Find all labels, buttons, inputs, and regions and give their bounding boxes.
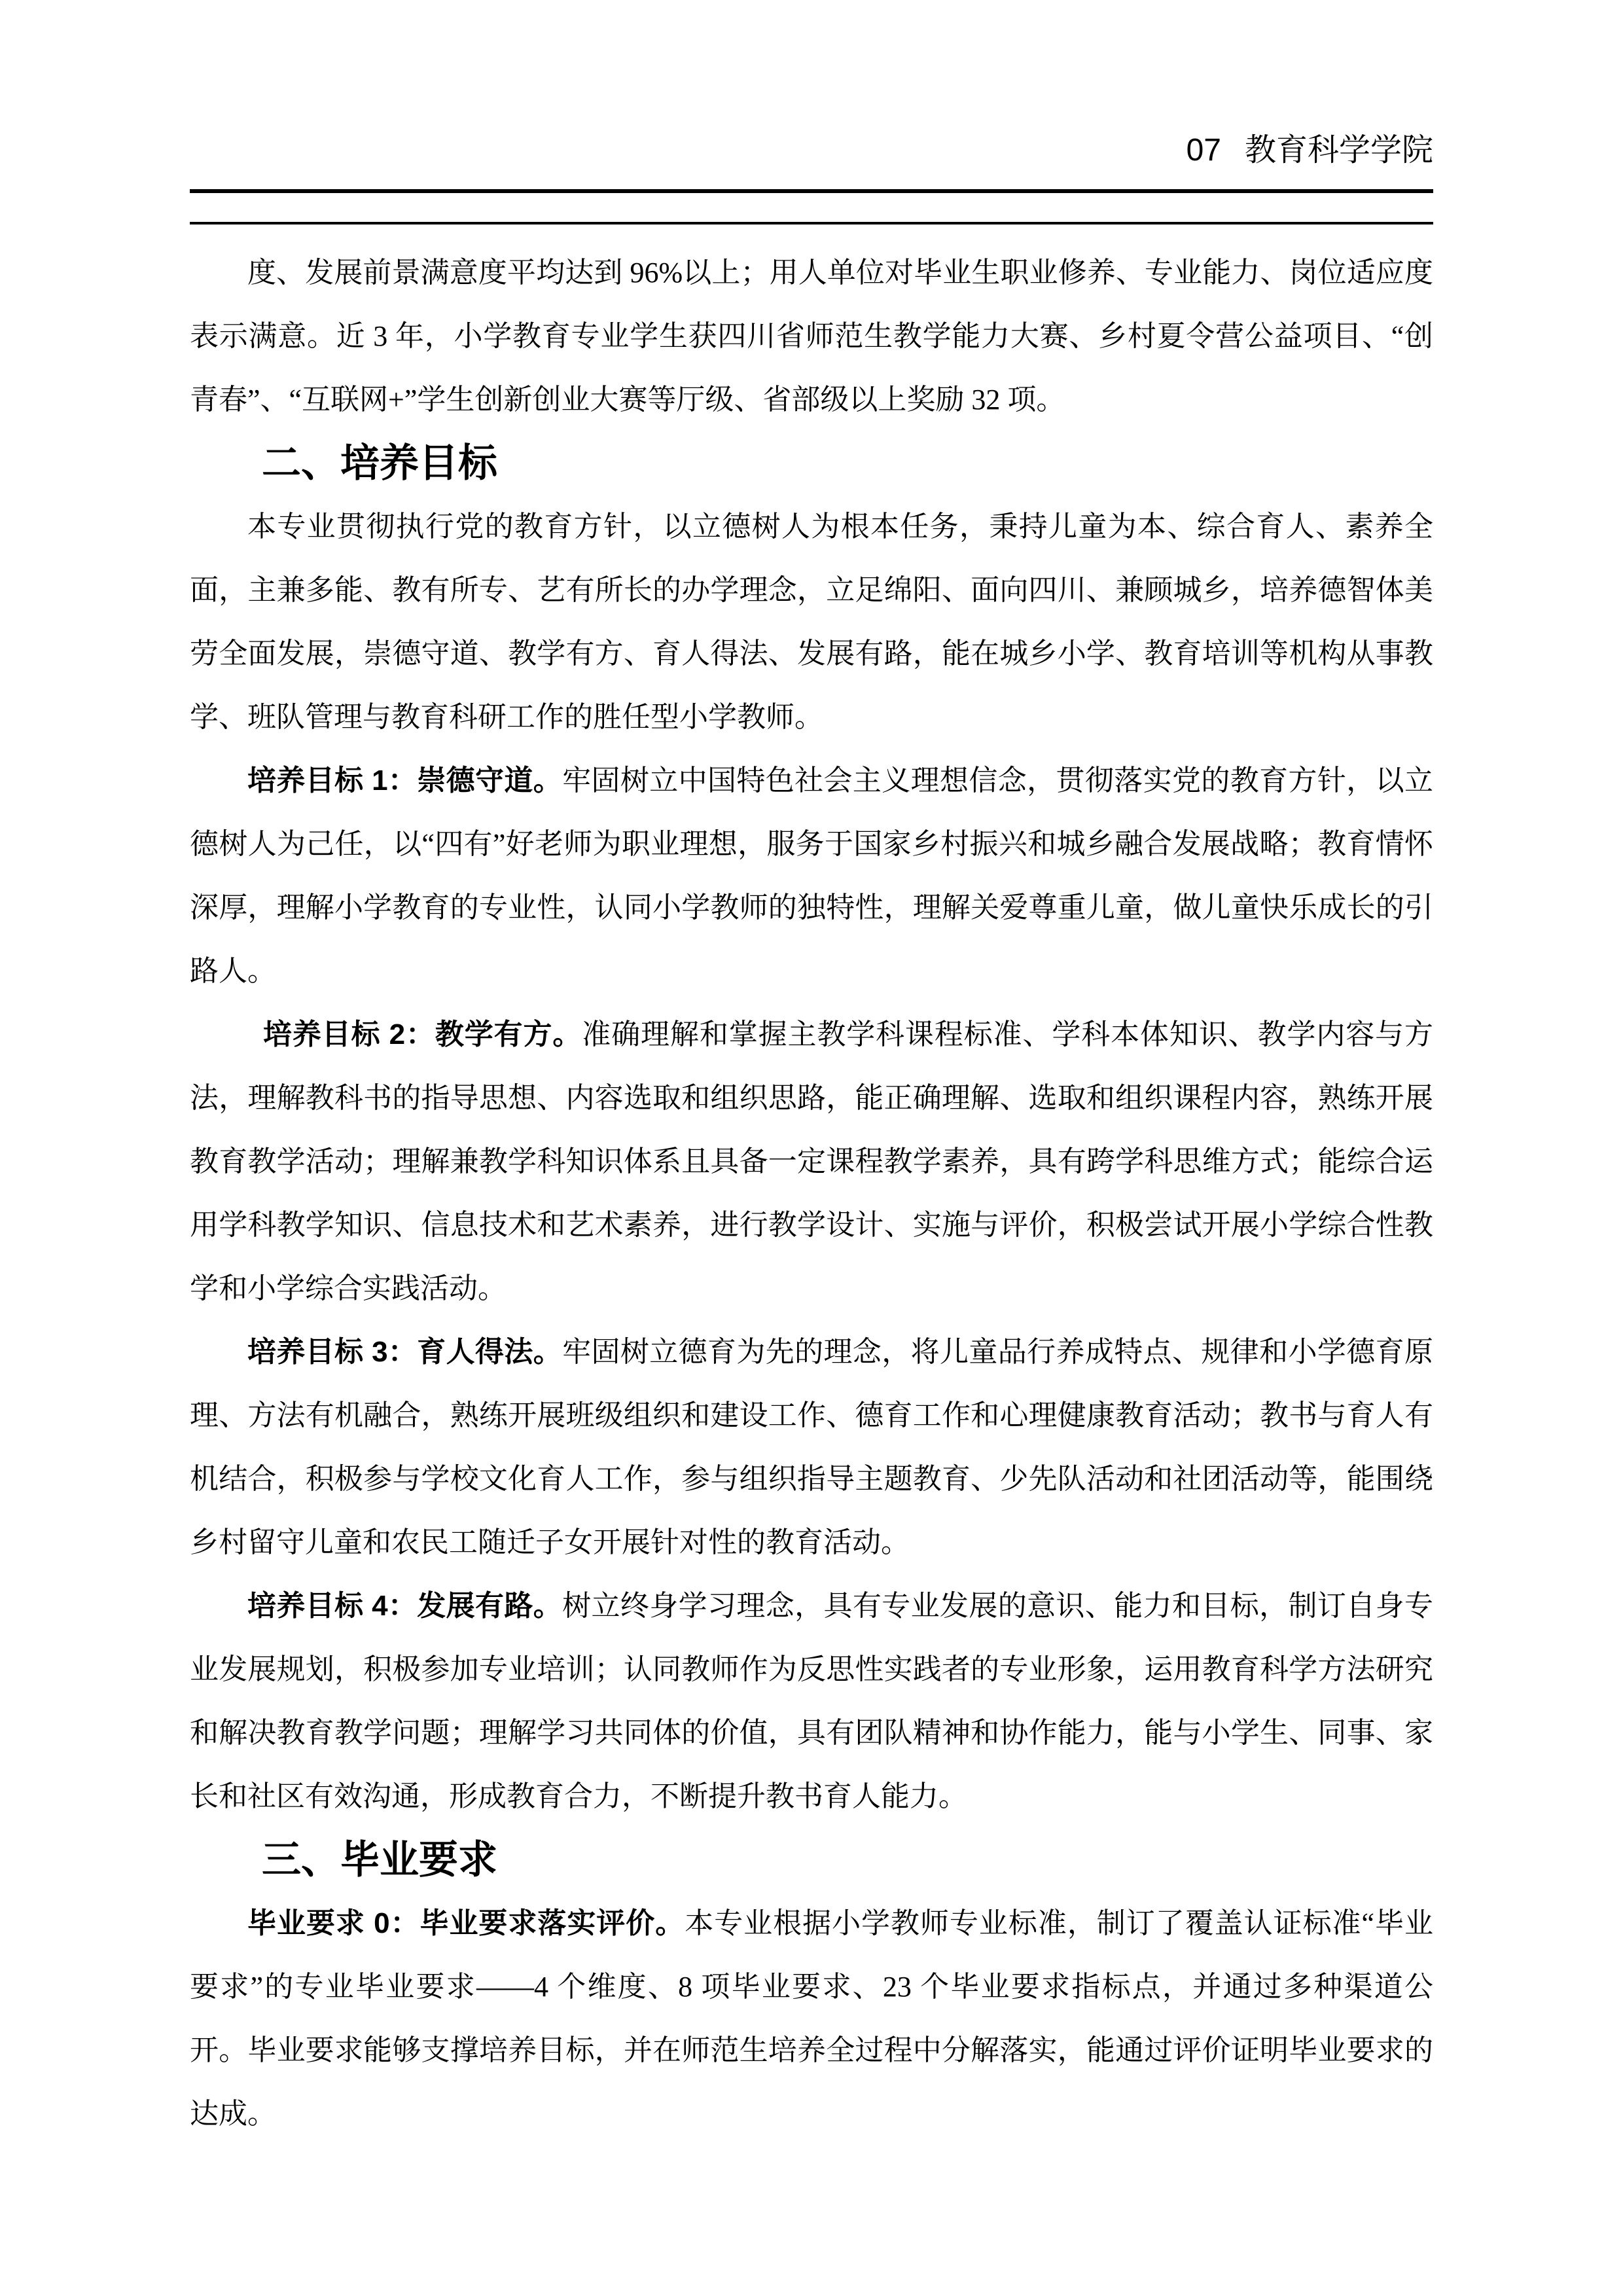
header-rule-thick: [190, 189, 1433, 193]
paragraph-training-intro: 本专业贯彻执行党的教育方针，以立德树人为根本任务，秉持儿童为本、综合育人、素养全面，主兼多能、教有所专、艺有所长的办学理念，立足绵阳、面向四川、兼顾城乡，培养德智体美劳全面发展，崇德守道、教学有方、育人得法、发展有路，能在城乡小学、教育培训等机构从事教学、班队管理与教育科研工作的胜任型小学教师。: [190, 511, 1433, 733]
objective-4-label: 培养目标 4：发展有路。: [247, 1590, 563, 1622]
graduation-requirement-0-text: 本专业根据小学教师专业标准，制订了覆盖认证标准“毕业要求”的专业毕业要求——4 个维度、8 项毕业要求、23 个毕业要求指标点，并通过多种渠道公开。毕业要求能够支撑培养目标，并在师范生培养全过程中分解落实，能通过评价证明毕业要求的达成。: [190, 1907, 1433, 2130]
paragraph-objective-1: [190, 749, 1433, 1003]
objective-1-text: 牢固树立中国特色社会主义理想信念，贯彻落实党的教育方针，以立德树人为己任，以“四有”好老师为职业理想，服务于国家乡村振兴和城乡融合发展战略；教育情怀深厚，理解小学教育的专业性，认同小学教师的独特性，理解关爱尊重儿童，做儿童快乐成长的引路人。: [190, 764, 1433, 987]
header-rule-thin: [190, 222, 1433, 224]
objective-3-label: 培养目标 3：育人得法。: [247, 1336, 563, 1368]
graduation-requirement-0-label: 毕业要求 0：毕业要求落实评价。: [247, 1907, 685, 1939]
objective-2-label: 培养目标 2：教学有方。: [263, 1018, 582, 1050]
paragraph-graduation-requirement-0: [190, 1892, 1433, 2145]
paragraph-objective-2: [190, 1003, 1433, 1320]
document-body: [190, 241, 1433, 2145]
objective-2-text: 准确理解和掌握主教学科课程标准、学科本体知识、教学内容与方法，理解教科书的指导思想、内容选取和组织思路，能正确理解、选取和组织课程内容，熟练开展教育教学活动；理解兼教学科知识体系且具备一定课程教学素养，具有跨学科思维方式；能综合运用学科教学知识、信息技术和艺术素养，进行教学设计、实施与评价，积极尝试开展小学综合性教学和小学综合实践活动。: [190, 1018, 1434, 1304]
objective-1-label: 培养目标 1：崇德守道。: [247, 764, 563, 797]
section-heading-graduation-requirements: 三、毕业要求: [262, 1838, 497, 1882]
paragraph-objective-4: [190, 1574, 1433, 1828]
paragraph-employment-continued: 度、发展前景满意度平均达到 96%以上；用人单位对毕业生职业修养、专业能力、岗位适应度表示满意。近 3 年，小学教育专业学生获四川省师范生教学能力大赛、乡村夏令营公益项目、“创青春”、“互联网+”学生创新创业大赛等厅级、省部级以上奖励 32 项。: [190, 257, 1433, 416]
objective-4-text: 树立终身学习理念，具有专业发展的意识、能力和目标，制订自身专业发展规划，积极参加专业培训；认同教师作为反思性实践者的专业形象，运用教育科学方法研究和解决教育教学问题；理解学习共同体的价值，具有团队精神和协作能力，能与小学生、同事、家长和社区有效沟通，形成教育合力，不断提升教书育人能力。: [190, 1590, 1433, 1812]
department-name: 教育科学学院: [1244, 133, 1433, 168]
paragraph-objective-3: [190, 1320, 1433, 1574]
page-number: 07: [1186, 133, 1221, 168]
page-header: [190, 134, 1433, 168]
section-heading-training-objectives: 二、培养目标: [262, 441, 497, 485]
objective-3-text: 牢固树立德育为先的理念，将儿童品行养成特点、规律和小学德育原理、方法有机融合，熟练开展班级组织和建设工作、德育工作和心理健康教育活动；教书与育人有机结合，积极参与学校文化育人工作，参与组织指导主题教育、少先队活动和社团活动等，能围绕乡村留守儿童和农民工随迁子女开展针对性的教育活动。: [190, 1336, 1433, 1558]
